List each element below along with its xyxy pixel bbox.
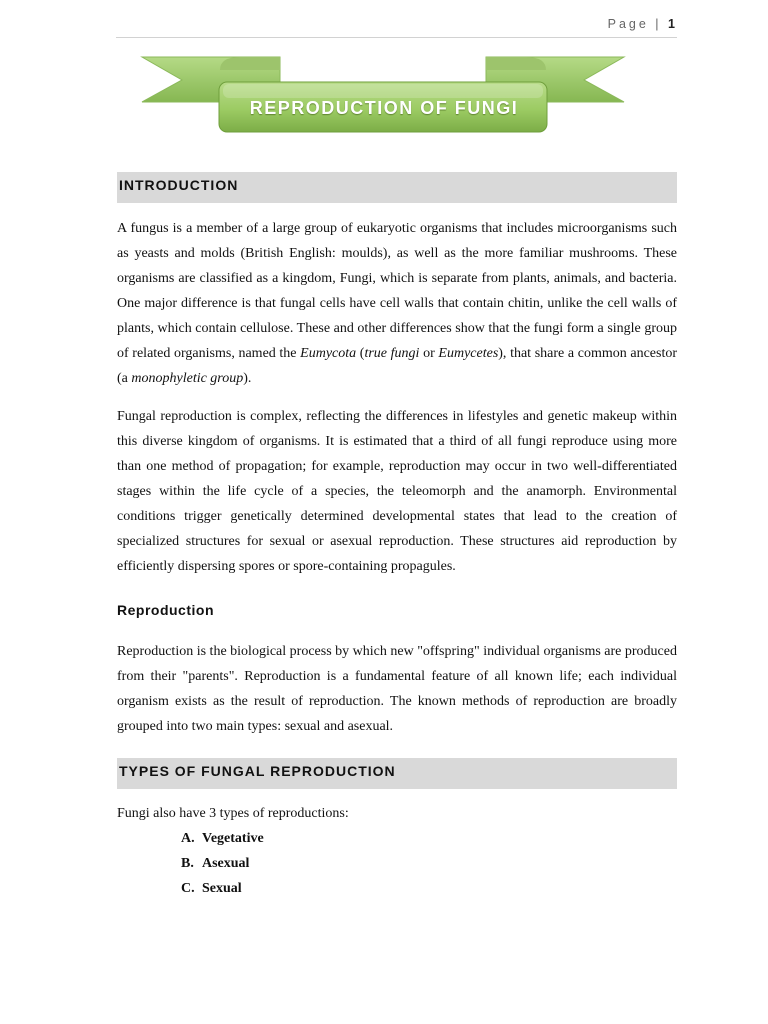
document-title: REPRODUCTION OF FUNGI (249, 98, 519, 118)
text-run: ). (243, 371, 252, 386)
reproduction-paragraph: Reproduction is the biological process by which new "offspring" individual organisms are produced from their "parents". Reproduction is a fundamental feature of all known life; each individual organism exists as the result of reproduction. The known methods of reproduction are broadly grouped into two main types: sexual and asexual. (117, 644, 677, 734)
list-item-label: C. (181, 881, 195, 896)
text-run: ), that share a common ancestor (a (117, 346, 678, 386)
list-item-text: Sexual (202, 881, 242, 896)
section-heading-types: TYPES OF FUNGAL REPRODUCTION (117, 758, 677, 789)
italic-term: Eumycetes (438, 346, 499, 361)
title-banner (140, 52, 626, 140)
intro-paragraph-2: Fungal reproduction is complex, reflecting the differences in lifestyles and genetic makeup within this diverse kingdom of organisms. It is estimated that a third of all fungi reproduce using more than one method of propagation; for example, reproduction may occur in two well-differentiated stages within the life cycle of a species, the teleomorph and the anamorph. Environmental conditions trigger genetically determined developmental states that lead to the creation of specialized structures for sexual or asexual reproduction. These structures aid reproduction by efficiently dispersing spores or spore-containing propagules. (117, 409, 677, 574)
document-body (117, 172, 677, 901)
list-item-text: Vegetative (202, 831, 264, 846)
text-run: or (419, 346, 439, 361)
list-item-label: A. (181, 831, 195, 846)
page-number-value: 1 (668, 17, 675, 31)
italic-term: true fungi (364, 346, 420, 361)
list-item (181, 851, 677, 876)
italic-term: Eumycota (300, 346, 357, 361)
types-intro: Fungi also have 3 types of reproductions: (117, 806, 349, 821)
list-item (181, 826, 677, 851)
section-heading-introduction: INTRODUCTION (117, 172, 677, 203)
sub-heading-reproduction: Reproduction (117, 602, 214, 618)
types-list (181, 826, 677, 901)
list-item (181, 876, 677, 901)
banner-left-fold (220, 57, 280, 70)
italic-term: monophyletic group (131, 371, 244, 386)
list-item-label: B. (181, 856, 194, 871)
list-item-text: Asexual (202, 856, 250, 871)
intro-paragraph-1 (117, 216, 677, 391)
banner-right-fold (486, 57, 546, 70)
text-run: ( (356, 346, 365, 361)
page-number (608, 17, 675, 31)
page-label: Page | (607, 17, 662, 31)
header-rule (116, 37, 677, 38)
text-run: A fungus is a member of a large group of eukaryotic organisms that includes microorganisms such as yeasts and molds (British English: moulds), as well as the more familiar mushrooms. These organisms are classified as a kingdom, Fungi, which is separate from plants, animals, and bacteria. One major difference is that fungal cells have cell walls that contain chitin, unlike the cell walls of plants, which contain cellulose. These and other differences show that the fungi form a single group of related organisms, named the (117, 221, 677, 361)
